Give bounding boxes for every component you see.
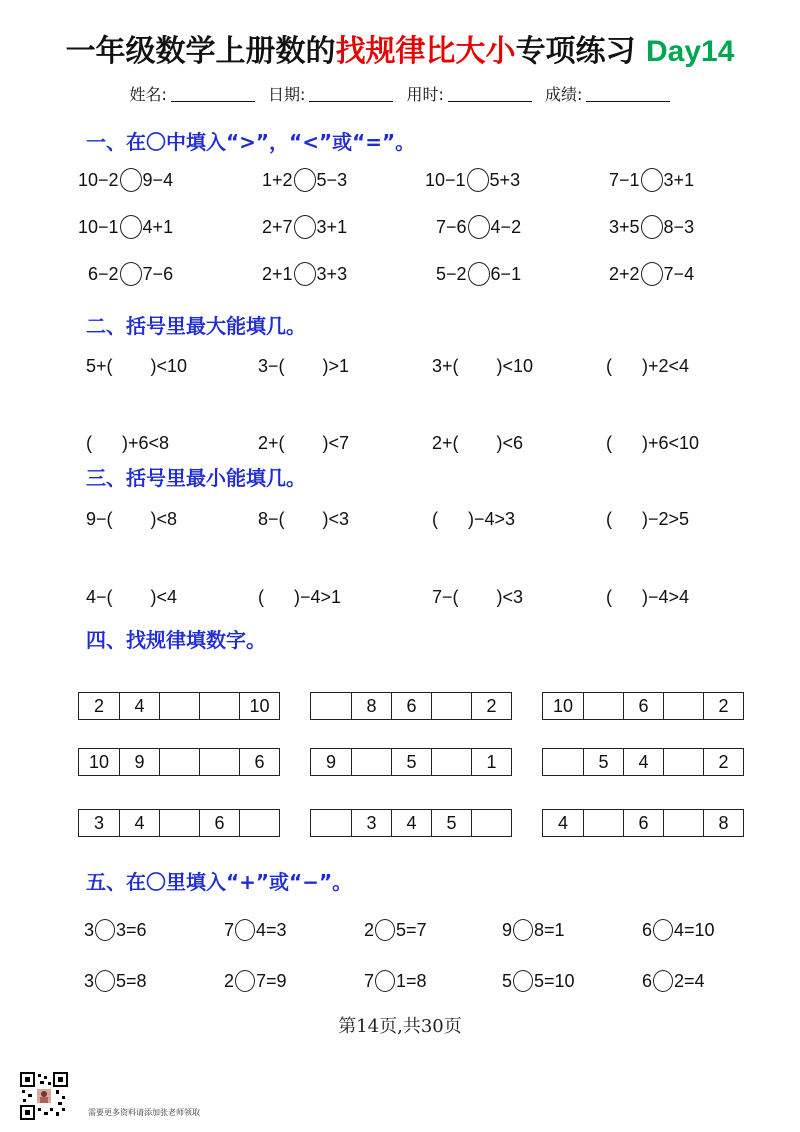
compare-item[interactable] — [609, 215, 694, 239]
operand-left: 3 — [84, 970, 95, 991]
pattern-cell: 4 — [557, 813, 568, 833]
operator-item[interactable] — [502, 970, 575, 992]
pattern-cell[interactable] — [663, 693, 703, 719]
expr-left: 4−( — [86, 587, 113, 607]
pattern-cell[interactable] — [471, 810, 511, 836]
operand-left: 6 — [642, 919, 653, 940]
answer-circle[interactable] — [641, 262, 663, 286]
compare-right: 3+1 — [316, 216, 348, 237]
pattern-cell[interactable] — [199, 749, 239, 775]
operator-circle[interactable] — [653, 919, 673, 941]
score-label: 成绩: — [545, 85, 583, 104]
compare-right: 3+1 — [663, 169, 695, 190]
score-blank[interactable] — [586, 101, 670, 102]
expr-right: )<10 — [496, 356, 534, 376]
time-blank[interactable] — [448, 101, 532, 102]
operand-right: 5=8 — [116, 970, 147, 991]
compare-left: 2+7 — [262, 216, 293, 237]
pattern-cell[interactable] — [239, 810, 279, 836]
pattern-cell: 8 — [703, 810, 743, 836]
answer-circle[interactable] — [294, 262, 316, 286]
compare-left: 7−6 — [436, 216, 467, 237]
pattern-cell: 10 — [88, 752, 110, 772]
compare-item[interactable] — [425, 168, 520, 192]
answer-circle[interactable] — [641, 168, 663, 192]
operator-circle[interactable] — [653, 970, 673, 992]
pattern-cell: 5 — [431, 810, 471, 836]
expr-left: 3+( — [432, 356, 459, 376]
operator-circle[interactable] — [513, 919, 533, 941]
compare-right: 7−6 — [142, 263, 174, 284]
compare-item[interactable] — [88, 262, 173, 286]
pattern-cell[interactable] — [431, 749, 471, 775]
compare-item[interactable] — [262, 168, 347, 192]
operand-left: 9 — [502, 919, 513, 940]
operand-left: 7 — [364, 970, 375, 991]
pattern-grid — [542, 748, 744, 776]
operand-left: 5 — [502, 970, 513, 991]
compare-right: 9−4 — [142, 169, 174, 190]
expr-right: )−2>5 — [642, 509, 690, 529]
pattern-cell: 6 — [199, 810, 239, 836]
operand-right: 8=1 — [534, 919, 565, 940]
pattern-cell: 4 — [119, 693, 159, 719]
operand-left: 6 — [642, 970, 653, 991]
pattern-cell[interactable] — [663, 810, 703, 836]
min-fill-item[interactable] — [258, 587, 341, 608]
max-fill-item[interactable] — [606, 433, 699, 454]
operator-circle[interactable] — [235, 919, 255, 941]
expr-right: )<8 — [150, 509, 178, 529]
expr-left: ( — [606, 509, 612, 529]
answer-circle[interactable] — [468, 262, 490, 286]
operand-left: 3 — [84, 919, 95, 940]
pattern-cell: 10 — [239, 693, 279, 719]
name-field[interactable] — [130, 82, 255, 105]
title-part-3: 专项练习 — [515, 34, 647, 69]
expr-right: )−4>4 — [642, 587, 690, 607]
pattern-cell: 5 — [583, 749, 623, 775]
compare-right: 4−2 — [490, 216, 522, 237]
section-5-heading: 五、在〇里填入“+”或“−”。 — [86, 870, 353, 894]
expr-right: )+6<8 — [122, 433, 170, 453]
date-blank[interactable] — [309, 101, 393, 102]
time-field[interactable] — [407, 82, 532, 105]
operand-left: 2 — [364, 919, 375, 940]
section-3-heading: 三、括号里最小能填几。 — [86, 466, 306, 490]
operand-right: 4=10 — [674, 919, 715, 940]
operand-right: 5=7 — [396, 919, 427, 940]
answer-circle[interactable] — [294, 168, 316, 192]
expr-right: )<10 — [150, 356, 188, 376]
operator-item[interactable] — [642, 919, 715, 941]
answer-circle[interactable] — [467, 168, 489, 192]
pattern-grid — [78, 809, 280, 837]
expr-left: 9−( — [86, 509, 113, 529]
pattern-grid — [310, 809, 512, 837]
expr-left: 3−( — [258, 356, 285, 376]
min-fill-item[interactable] — [86, 509, 177, 530]
expr-left: ( — [606, 587, 612, 607]
name-label: 姓名: — [129, 85, 167, 104]
title-part-1: 一年级数学上册数的 — [65, 34, 336, 69]
expr-left: 5+( — [86, 356, 113, 376]
pattern-cell[interactable] — [663, 749, 703, 775]
max-fill-item[interactable] — [86, 356, 187, 377]
min-fill-item[interactable] — [606, 587, 689, 608]
pattern-cell[interactable] — [159, 810, 199, 836]
compare-item[interactable] — [262, 215, 347, 239]
operand-left: 7 — [224, 919, 235, 940]
pattern-cell: 3 — [93, 813, 104, 833]
compare-left: 1+2 — [262, 169, 293, 190]
expr-right: )<7 — [322, 433, 350, 453]
operator-circle[interactable] — [235, 970, 255, 992]
operand-right: 3=6 — [116, 919, 147, 940]
date-label: 日期: — [268, 85, 306, 104]
pattern-grid — [78, 692, 280, 720]
expr-left: ( — [86, 433, 92, 453]
compare-item[interactable] — [262, 262, 347, 286]
expr-right: )−4>3 — [468, 509, 516, 529]
expr-left: ( — [432, 509, 438, 529]
pattern-grid — [310, 748, 512, 776]
min-fill-item[interactable] — [86, 587, 177, 608]
title-part-highlight: 找规律比大小 — [335, 34, 516, 69]
expr-right: )<6 — [496, 433, 524, 453]
max-fill-item[interactable] — [432, 356, 533, 377]
compare-item[interactable] — [78, 215, 173, 239]
operator-item[interactable] — [224, 970, 287, 992]
expr-left: ( — [606, 433, 612, 453]
expr-right: )<3 — [496, 587, 524, 607]
max-fill-item[interactable] — [258, 356, 349, 377]
operand-left: 2 — [224, 970, 235, 991]
operator-item[interactable] — [364, 919, 427, 941]
operand-right: 2=4 — [674, 970, 705, 991]
operator-circle[interactable] — [513, 970, 533, 992]
qr-code-icon — [20, 1072, 68, 1120]
compare-item[interactable] — [609, 262, 694, 286]
max-fill-item[interactable] — [432, 433, 523, 454]
compare-right: 4+1 — [142, 216, 174, 237]
pattern-cell: 3 — [351, 810, 391, 836]
answer-circle[interactable] — [468, 215, 490, 239]
min-fill-item[interactable] — [432, 587, 523, 608]
compare-left: 10−1 — [78, 216, 119, 237]
pattern-cell: 9 — [325, 752, 336, 772]
pattern-cell: 10 — [552, 696, 574, 716]
operator-item[interactable] — [502, 919, 565, 941]
pattern-cell: 1 — [471, 749, 511, 775]
title-day-label: Day14 — [646, 35, 735, 68]
compare-left: 5−2 — [436, 263, 467, 284]
compare-left: 3+5 — [609, 216, 640, 237]
date-field[interactable] — [268, 82, 393, 105]
operand-right: 7=9 — [256, 970, 287, 991]
compare-right: 5+3 — [489, 169, 521, 190]
pattern-cell: 4 — [391, 810, 431, 836]
operator-item[interactable] — [364, 970, 427, 992]
pattern-cell[interactable] — [431, 693, 471, 719]
expr-left: 2+( — [432, 433, 459, 453]
pattern-cell[interactable] — [311, 810, 351, 836]
time-label: 用时: — [406, 85, 444, 104]
max-fill-item[interactable] — [606, 356, 689, 377]
pattern-cell[interactable] — [199, 693, 239, 719]
compare-left: 2+1 — [262, 263, 293, 284]
pattern-cell: 2 — [471, 693, 511, 719]
pattern-cell[interactable] — [583, 810, 623, 836]
compare-left: 2+2 — [609, 263, 640, 284]
expr-left: 8−( — [258, 509, 285, 529]
expr-right: )>1 — [322, 356, 350, 376]
compare-item[interactable] — [78, 168, 173, 192]
expr-left: 7−( — [432, 587, 459, 607]
operator-item[interactable] — [642, 970, 705, 992]
max-fill-item[interactable] — [86, 433, 169, 454]
answer-circle[interactable] — [294, 215, 316, 239]
pattern-cell: 5 — [391, 749, 431, 775]
expr-right: )<4 — [150, 587, 178, 607]
operand-right: 1=8 — [396, 970, 427, 991]
pattern-cell: 6 — [623, 693, 663, 719]
operator-item[interactable] — [84, 919, 147, 941]
pattern-cell: 9 — [119, 749, 159, 775]
operator-circle[interactable] — [375, 919, 395, 941]
compare-left: 10−1 — [425, 169, 466, 190]
page-title — [0, 26, 800, 70]
compare-right: 3+3 — [316, 263, 348, 284]
compare-item[interactable] — [436, 262, 521, 286]
section-1-heading: 一、在〇中填入“>”，“<”或“=”。 — [86, 130, 416, 154]
pattern-cell: 6 — [239, 749, 279, 775]
expr-left: ( — [258, 587, 264, 607]
answer-circle[interactable] — [120, 215, 142, 239]
pattern-cell: 4 — [119, 810, 159, 836]
student-info-line — [0, 82, 800, 105]
pattern-cell: 6 — [623, 810, 663, 836]
compare-left: 7−1 — [609, 169, 640, 190]
pattern-cell: 2 — [93, 696, 104, 716]
operator-item[interactable] — [84, 970, 147, 992]
compare-right: 6−1 — [490, 263, 522, 284]
pattern-cell: 4 — [623, 749, 663, 775]
pattern-grid — [542, 809, 744, 837]
expr-right: )+2<4 — [642, 356, 690, 376]
pattern-cell[interactable] — [351, 749, 391, 775]
min-fill-item[interactable] — [432, 509, 515, 530]
answer-circle[interactable] — [120, 262, 142, 286]
min-fill-item[interactable] — [606, 509, 689, 530]
section-2-heading: 二、括号里最大能填几。 — [86, 314, 306, 338]
compare-right: 5−3 — [316, 169, 348, 190]
compare-left: 10−2 — [78, 169, 119, 190]
compare-left: 6−2 — [88, 263, 119, 284]
operator-circle[interactable] — [375, 970, 395, 992]
expr-left: ( — [606, 356, 612, 376]
pattern-cell: 8 — [351, 693, 391, 719]
pattern-cell: 6 — [391, 693, 431, 719]
compare-right: 7−4 — [663, 263, 695, 284]
pattern-cell[interactable] — [159, 693, 199, 719]
min-fill-item[interactable] — [258, 509, 349, 530]
pattern-cell: 2 — [703, 749, 743, 775]
score-field[interactable] — [545, 82, 670, 105]
operand-right: 4=3 — [256, 919, 287, 940]
expr-right: )+6<10 — [642, 433, 700, 453]
promo-text: 需要更多资料请添加张老师领取 — [88, 1108, 200, 1117]
operator-circle[interactable] — [95, 919, 115, 941]
pattern-cell[interactable] — [311, 693, 351, 719]
pattern-grid — [310, 692, 512, 720]
expr-right: )−4>1 — [294, 587, 342, 607]
operator-item[interactable] — [224, 919, 287, 941]
expr-left: 2+( — [258, 433, 285, 453]
operator-circle[interactable] — [95, 970, 115, 992]
answer-circle[interactable] — [120, 168, 142, 192]
compare-item[interactable] — [609, 168, 694, 192]
pattern-grid — [78, 748, 280, 776]
pattern-cell[interactable] — [583, 693, 623, 719]
compare-right: 8−3 — [663, 216, 695, 237]
compare-item[interactable] — [436, 215, 521, 239]
operand-right: 5=10 — [534, 970, 575, 991]
max-fill-item[interactable] — [258, 433, 349, 454]
name-blank[interactable] — [171, 101, 255, 102]
section-4-heading: 四、找规律填数字。 — [86, 628, 266, 652]
pattern-cell: 2 — [703, 693, 743, 719]
answer-circle[interactable] — [641, 215, 663, 239]
pattern-cell[interactable] — [543, 749, 583, 775]
expr-right: )<3 — [322, 509, 350, 529]
pattern-cell[interactable] — [159, 749, 199, 775]
pattern-grid — [542, 692, 744, 720]
page-number: 第14页,共30页 — [338, 1016, 462, 1037]
